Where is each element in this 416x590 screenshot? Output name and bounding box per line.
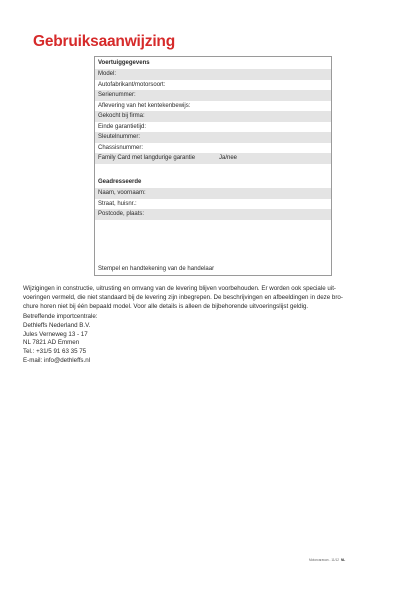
section-heading-vehicle: Voertuiggegevens <box>98 60 150 66</box>
form-row-name: Naam, voornaam: <box>95 188 331 199</box>
family-card-choice: Ja/nee <box>219 155 238 161</box>
address-line: Tel.: +31/5 91 63 35 75 <box>23 348 87 356</box>
address-line: Betreffende importcentrale: <box>23 313 98 320</box>
form-row-serial: Serienummer: <box>95 90 331 101</box>
form-row-postcode: Postcode, plaats: <box>95 209 331 220</box>
form-row-purchased-from: Gekocht bij firma: <box>95 111 331 122</box>
footer-doc-code: Motorcaravan - 11/12 <box>309 558 340 562</box>
form-row-street: Straat, huisnr.: <box>98 200 137 207</box>
section-heading-addressee: Geadresseerde <box>98 179 142 185</box>
form-row-key-number: Sleutelnummer: <box>95 132 331 143</box>
address-email: E-mail: info@dethleffs.nl <box>23 356 91 364</box>
import-address <box>23 313 98 366</box>
form-row-registration: Aflevering van het kentekenbewijs: <box>98 102 191 109</box>
form-row-chassis: Chassisnummer: <box>98 144 144 151</box>
address-line: Dethleffs Nederland B.V. <box>23 321 91 329</box>
paragraph-line: voeringen vermeld, die niet standaard bij de levering zijn inbegrepen. De beschrijvingen en afbeeldingen in deze bro- <box>23 294 343 301</box>
form-row-family-card: Family Card met langdurige garantie Ja/nee <box>95 153 331 164</box>
disclaimer-paragraph <box>23 284 373 311</box>
vehicle-registration-form <box>94 56 332 276</box>
form-row-manufacturer: Autofabrikant/motorsoort: <box>98 81 166 88</box>
page-title: Gebruiksaanwijzing <box>33 33 175 50</box>
address-line: NL 7821 AD Emmen <box>23 339 80 347</box>
footer-language: NL <box>340 558 346 562</box>
form-row-model: Model: <box>95 69 331 80</box>
page-footer <box>309 558 345 562</box>
paragraph-line: chure horen niet bij één bepaald model. Voor alle details is alleen de bijbehorende uitvoeringslijst geldig. <box>23 303 309 310</box>
dealer-stamp-label: Stempel en handtekening van de handelaar <box>98 266 215 272</box>
form-row-warranty-end: Einde garantietijd: <box>98 123 147 130</box>
paragraph-line: Wijzigingen in constructie, uitrusting en omvang van de levering blijven voorbehouden. Er worden ook speciale uit- <box>23 285 336 292</box>
address-line: Jules Verneweg 13 - 17 <box>23 330 88 338</box>
